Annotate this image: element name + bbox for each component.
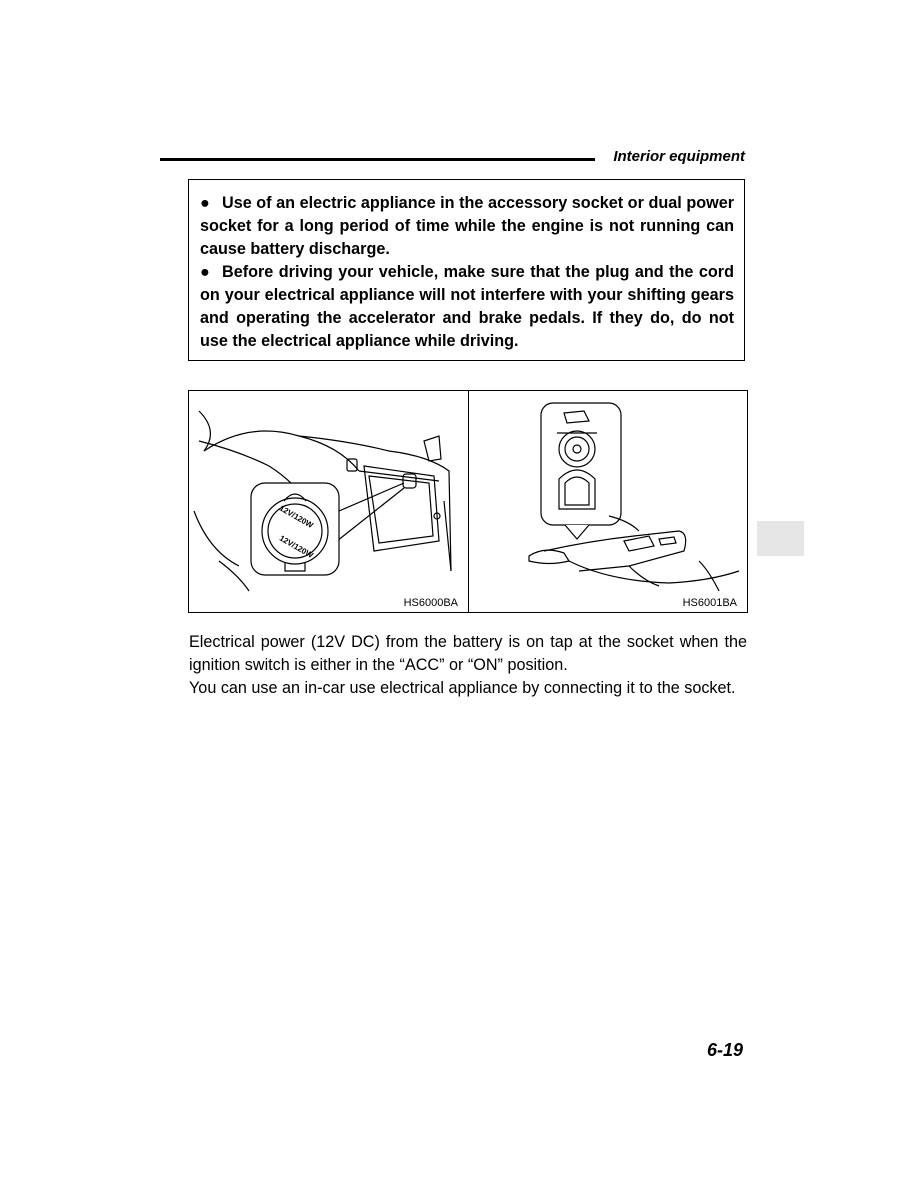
figure-panel-cargo-socket xyxy=(189,391,469,612)
warning-item-text: Before driving your vehicle, make sure that the plug and the cord on your electrical appliance will not interfere with your shifting gears and operating the accelerator and brake pedals. If they do, do not use the electrical appliance while driving. xyxy=(200,263,734,350)
socket-rating-label: 12V/120W xyxy=(277,503,315,531)
cargo-area-illustration xyxy=(189,391,468,612)
bullet-icon: ● xyxy=(200,194,210,212)
figure-code-left: HS6000BA xyxy=(403,597,458,609)
figure-panel-console-socket xyxy=(469,391,747,612)
socket-rating-label: 12V/120W xyxy=(277,533,315,561)
body-text xyxy=(189,631,747,700)
console-socket-illustration xyxy=(469,391,747,612)
figure-code-right: HS6001BA xyxy=(682,597,737,609)
warning-item-text: Use of an electric appliance in the accessory socket or dual power socket for a long period of time while the engine is not running can cause battery discharge. xyxy=(200,194,734,258)
section-title: Interior equipment xyxy=(613,148,745,165)
socket-figure xyxy=(188,390,748,613)
chapter-tab xyxy=(757,521,804,556)
warning-item xyxy=(200,192,734,261)
warning-box xyxy=(188,179,745,361)
header-rule xyxy=(160,158,595,161)
page-number: 6-19 xyxy=(706,1040,743,1060)
body-paragraph: Electrical power (12V DC) from the battery is on tap at the socket when the ignition switch is either in the “ACC” or “ON” position. xyxy=(189,633,747,674)
bullet-icon: ● xyxy=(200,263,210,281)
warning-item xyxy=(200,261,734,353)
body-paragraph: You can use an in-car use electrical appliance by connecting it to the socket. xyxy=(189,679,736,697)
